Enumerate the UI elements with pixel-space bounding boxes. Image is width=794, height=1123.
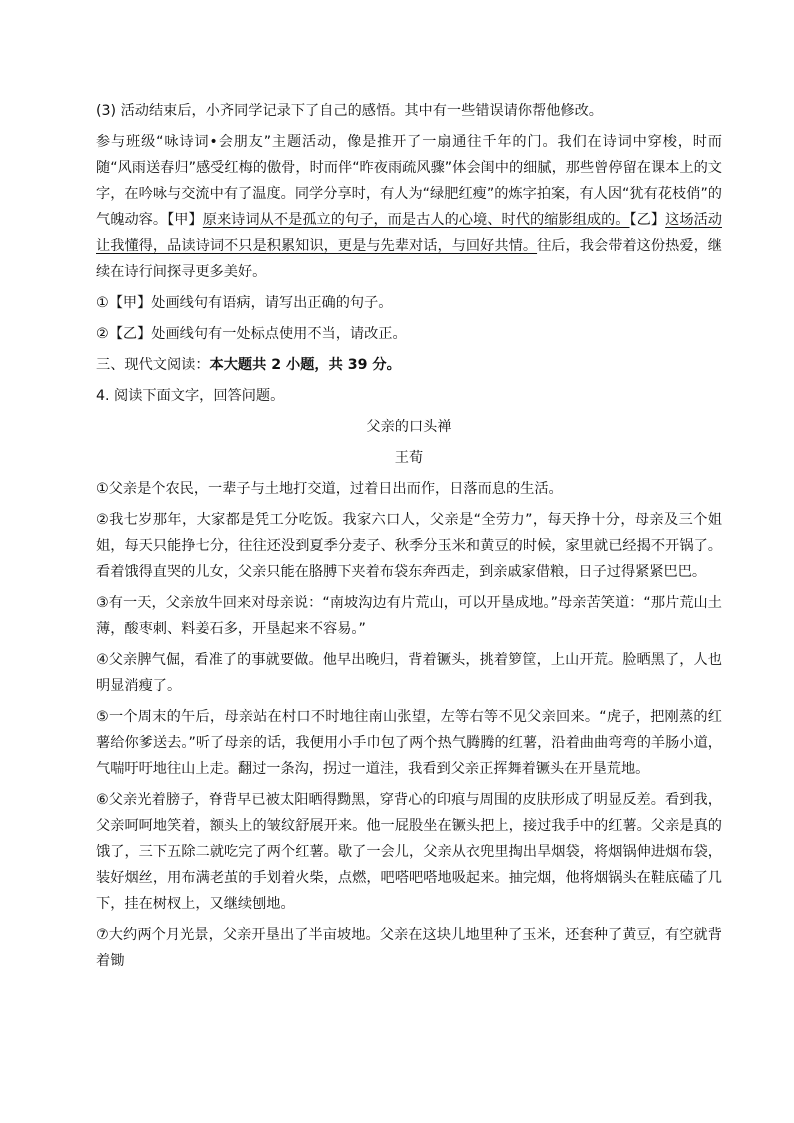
paragraph-6: ⑥父亲光着膀子，脊背早已被太阳晒得黝黑，穿背心的印痕与周围的皮肤形成了明显反差。看到我，父亲呵呵地笑着，额头上的皱纹舒展开来。他一屁股坐在镢头把上，接过我手中的红薯。父亲是真的饿了，三下五除二就吃完了两个红薯。歇了一会儿，父亲从衣兜里掏出旱烟袋，将烟锅伸进烟布袋，装好烟丝，用布满老茧的手划着火柴，点燃，吧嗒吧嗒地吸起来。抽完烟，他将烟锅头在鞋底磕了几下，挂在树杈上，又继续刨地。 <box>96 792 722 912</box>
paragraph-5: ⑤一个周末的午后，母亲站在村口不时地往南山张望，左等右等不见父亲回来。“虎子，把刚蒸的红薯给你爹送去。”听了母亲的话，我便用小手巾包了两个热气腾腾的红薯，沿着曲曲弯弯的羊肠小道，气喘吁吁地往山上走。翻过一条沟，拐过一道洼，我看到父亲正挥舞着镢头在开垦荒地。 <box>96 709 722 777</box>
jia-marker: 【甲】 <box>167 212 203 228</box>
yi-marker: 【乙】 <box>629 212 666 228</box>
passage-text: 参与班级“咏诗词•会朋友”主题活动，像是推开了一扇通往千年的门。我们在诗词中穿梭，时而随“风雨送春归”感受红梅的傲骨，时而伴“昨夜雨疏风骤”体会闺中的细腻，那些曾停留在课本上的文字，在吟咏与交流中有了温度。同学分享时，有人为“绿肥红瘦”的炼字拍案，有人因“犹有花枝俏”的气魄动容。 <box>96 134 722 228</box>
section-3-prefix: 三、现代文阅读： <box>96 357 210 373</box>
yi-underlined-sentence: 这场活动让我懂得，品读诗词不只是积累知识，更是与先辈对话，与回好共情。 <box>96 212 722 254</box>
question-3-prompt: (3) 活动结束后，小齐同学记录下了自己的感悟。其中有一些错误请你帮他修改。 <box>96 103 603 119</box>
question-4-prompt: 4. 阅读下面文字，回答问题。 <box>96 388 285 404</box>
paragraph-2: ②我七岁那年，大家都是凭工分吃饭。我家六口人，父亲是“全劳力”，每天挣十分，母亲及三个姐姐，每天只能挣七分，往往还没到夏季分麦子、秋季分玉米和黄豆的时候，家里就已经揭不开锅了。看着饿得直哭的儿女，父亲只能在胳膊下夹着布袋东奔西走，到亲戚家借粮，日子过得紧紧巴巴。 <box>96 512 722 580</box>
section-3-heading <box>96 352 722 378</box>
section-3-detail: 本大题共 2 小题，共 39 分。 <box>209 357 401 373</box>
document-page <box>96 98 722 979</box>
paragraph-1: ①父亲是个农民，一辈子与土地打交道，过着日出而作，日落而息的生活。 <box>96 481 563 497</box>
article-author: 王荀 <box>394 450 424 466</box>
paragraph-7: ⑦大约两个月光景，父亲开垦出了半亩坡地。父亲在这块儿地里种了玉米，还套种了黄豆，有空就背着锄 <box>96 927 722 969</box>
passage-text-end: 往后，我会带着这份热爱，继续在诗行间探寻更多美好。 <box>96 238 722 280</box>
article-title: 父亲的口头禅 <box>366 419 452 435</box>
question-3-passage <box>96 129 722 285</box>
question-3-sub1: ①【甲】处画线句有语病，请写出正确的句子。 <box>96 295 393 311</box>
paragraph-3: ③有一天，父亲放牛回来对母亲说：“南坡沟边有片荒山，可以开垦成地。”母亲苦笑道：“那片荒山土薄，酸枣刺、料姜石多，开垦起来不容易。” <box>96 595 722 637</box>
paragraph-4: ④父亲脾气倔，看准了的事就要做。他早出晚归，背着镢头，挑着箩筐，上山开荒。脸晒黑了，人也明显消瘦了。 <box>96 652 722 694</box>
question-3-sub2: ②【乙】处画线句有一处标点使用不当，请改正。 <box>96 326 407 342</box>
jia-underlined-sentence: 原来诗词从不是孤立的句子，而是古人的心境、时代的缩影组成的。 <box>202 212 630 228</box>
